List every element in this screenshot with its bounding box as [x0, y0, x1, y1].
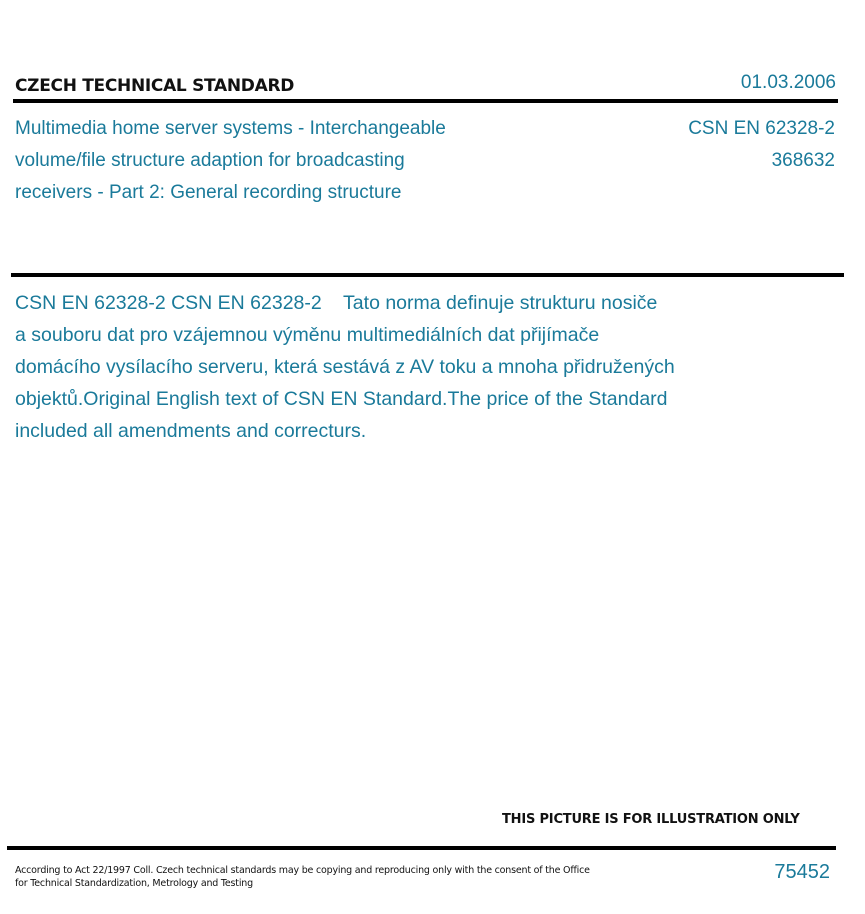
catalog-number: 368632 — [771, 150, 835, 171]
top-divider — [13, 99, 838, 103]
standard-description — [15, 287, 775, 447]
document-type-heading: CZECH TECHNICAL STANDARD — [15, 76, 295, 96]
title-line: volume/file structure adaption for broadcasting — [15, 150, 405, 171]
description-line: CSN EN 62328-2 CSN EN 62328-2 Tato norma definuje strukturu nosiče — [15, 292, 658, 314]
legal-line: According to Act 22/1997 Coll. Czech technical standards may be copying and reproducing only with the consent of the Office — [15, 865, 590, 876]
legal-notice — [15, 864, 590, 890]
standard-title — [15, 113, 575, 209]
product-number: 75452 — [774, 861, 830, 883]
title-line: Multimedia home server systems - Interchangeable — [15, 118, 446, 139]
standard-designation: CSN EN 62328-2 — [688, 118, 835, 139]
description-line: domácího vysílacího serveru, která sestává z AV toku a mnoha přidružených — [15, 356, 675, 378]
standard-codes — [688, 113, 835, 177]
bottom-divider — [7, 846, 836, 850]
publication-date: 01.03.2006 — [740, 72, 836, 93]
description-line: a souboru dat pro vzájemnou výměnu multimediálních dat přijímače — [15, 324, 600, 346]
description-line: objektů.Original English text of CSN EN Standard.The price of the Standard — [15, 388, 668, 410]
title-line: receivers - Part 2: General recording structure — [15, 182, 402, 203]
illustration-note: THIS PICTURE IS FOR ILLUSTRATION ONLY — [502, 812, 800, 827]
description-line: included all amendments and correcturs. — [15, 420, 367, 442]
middle-divider — [11, 273, 844, 277]
legal-line: for Technical Standardization, Metrology and Testing — [15, 878, 253, 889]
